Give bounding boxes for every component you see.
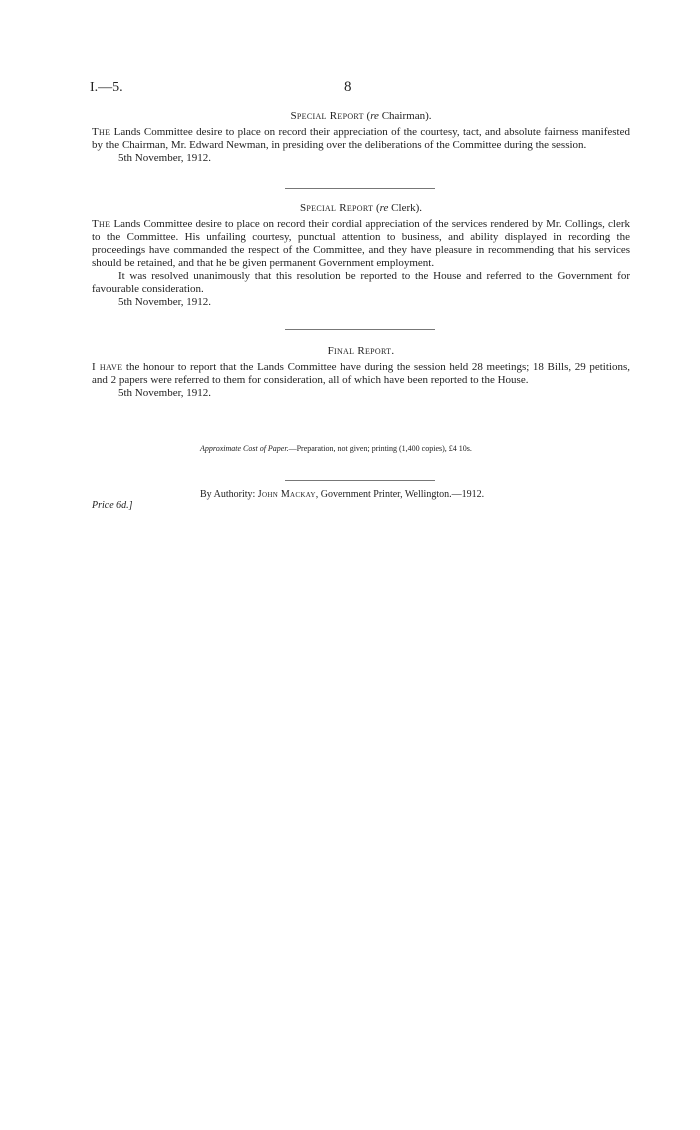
lead-word: I have bbox=[92, 361, 123, 373]
page-number: 8 bbox=[344, 79, 352, 95]
date-line: 5th November, 1912. bbox=[118, 296, 212, 308]
paragraph-2: It was resolved unanimously that this resolution be reported to the House and referred to the Government for favourable consideration. bbox=[92, 270, 630, 295]
paragraph bbox=[92, 218, 630, 270]
heading-italic: re bbox=[379, 202, 389, 214]
heading-rest: Clerk). bbox=[388, 202, 423, 214]
heading-main: Special Report bbox=[290, 110, 364, 122]
paragraph bbox=[92, 361, 630, 387]
divider bbox=[285, 329, 435, 330]
printer-imprint bbox=[200, 489, 620, 500]
heading-paren: ( bbox=[373, 202, 380, 214]
paragraph-text: Lands Committee desire to place on record their cordial appreciation of the services rendered by Mr. Collings, clerk to the Committee. His unfailing courtesy, punctual attention to business, and ability displayed in recording the proceedings have commanded the respect of the Committee, and they have pleasure in recommending that his services should be retained, and that he be given permanent Government employment. bbox=[92, 218, 630, 269]
heading-italic: re bbox=[370, 110, 379, 122]
paragraph-text: Lands Committee desire to place on record their appreciation of the courtesy, tact, and absolute fairness manifested by the Chairman, Mr. Edward Newman, in presiding over the deliberations of the Committee during the session. bbox=[92, 126, 630, 151]
printer-name: John Mackay bbox=[257, 489, 316, 500]
section-clerk-report bbox=[92, 202, 630, 309]
section-heading bbox=[92, 110, 630, 123]
cost-label: Approximate Cost of Paper. bbox=[200, 444, 289, 453]
printer-prefix: By Authority: bbox=[200, 489, 258, 500]
section-heading bbox=[92, 345, 630, 358]
heading-paren: ( bbox=[363, 110, 371, 122]
section-chairman-report bbox=[92, 110, 630, 165]
paragraph-text: the honour to report that the Lands Committee have during the session held 28 meetings; 18 Bills, 29 petitions, and 2 papers were referred to them for consideration, all of which have been reported to the House. bbox=[92, 361, 630, 386]
date-line: 5th November, 1912. bbox=[118, 387, 212, 399]
cost-note bbox=[200, 444, 620, 453]
lead-word: The bbox=[92, 126, 111, 138]
heading-rest: Chairman). bbox=[378, 110, 432, 122]
cost-text: —Preparation, not given; printing (1,400 copies), £4 10s. bbox=[288, 444, 472, 453]
price-label: Price 6d.] bbox=[92, 500, 133, 511]
date-line: 5th November, 1912. bbox=[118, 152, 212, 164]
heading-main: Special Report bbox=[299, 202, 374, 214]
heading-main: Final Report. bbox=[327, 345, 395, 357]
divider bbox=[285, 480, 435, 481]
lead-word: The bbox=[92, 218, 111, 230]
section-final-report bbox=[92, 345, 630, 400]
divider bbox=[285, 188, 435, 189]
section-heading bbox=[92, 202, 630, 215]
printer-suffix: , Government Printer, Wellington.—1912. bbox=[315, 489, 485, 500]
paper-number: I.—5. bbox=[90, 80, 123, 95]
paragraph bbox=[92, 126, 630, 152]
